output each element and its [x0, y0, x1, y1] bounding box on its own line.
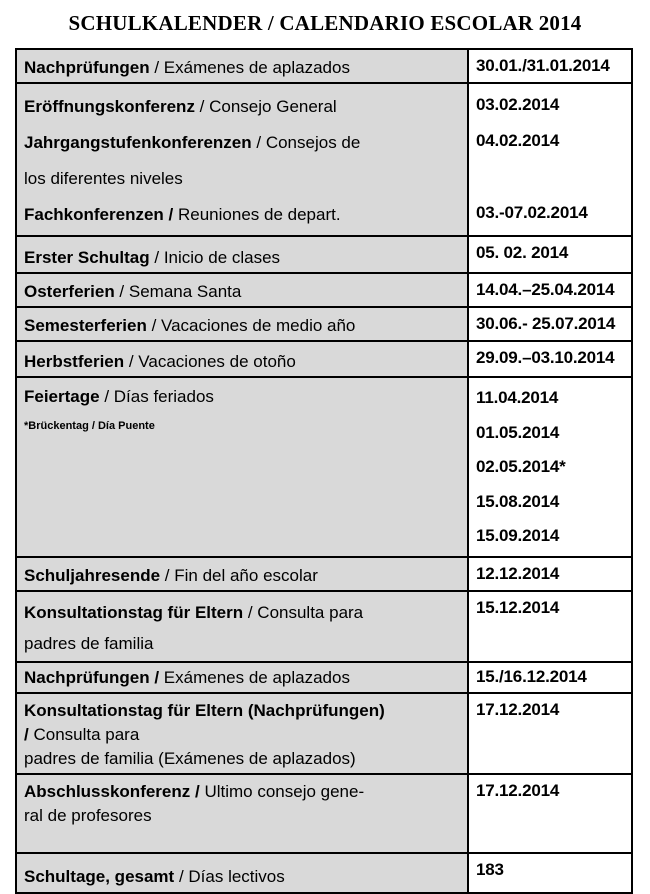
event-name: Feiertage / Días feriados — [24, 387, 214, 406]
date-cell — [469, 274, 631, 306]
event-name: Abschlusskonferenz / Ultimo consejo gene- — [24, 781, 365, 801]
date-cell — [469, 84, 631, 235]
event-name: Schultage, gesamt / Días lectivos — [24, 866, 285, 886]
date-value: 05. 02. 2014 — [476, 243, 569, 262]
event-name: Nachprüfungen / Exámenes de aplazados — [24, 58, 350, 77]
table-row-herbstferien — [17, 340, 631, 376]
date-cell — [469, 378, 631, 556]
event-cell — [17, 342, 469, 376]
event-name: Jahrgangstufenkonferenzen / Consejos de — [24, 133, 361, 152]
date-cell — [469, 775, 631, 852]
date-value: 30.01./31.01.2014 — [476, 56, 610, 75]
date-value: 11.04.2014 — [476, 388, 559, 407]
event-cell — [17, 775, 469, 852]
event-cell — [17, 84, 469, 235]
event-cell — [17, 854, 469, 892]
date-value: 15./16.12.2014 — [476, 666, 587, 686]
total-school-days-value: 183 — [476, 859, 504, 879]
event-name: padres de familia (Exámenes de aplazados) — [24, 748, 356, 768]
date-value: 15.08.2014 — [476, 491, 560, 511]
date-value: 03.-07.02.2014 — [476, 203, 588, 222]
table-row-konferenzen — [17, 82, 631, 235]
date-value: 17.12.2014 — [476, 780, 560, 800]
date-value: 12.12.2014 — [476, 563, 560, 583]
event-cell — [17, 663, 469, 692]
date-value: 03.02.2014 — [476, 95, 560, 114]
event-cell — [17, 308, 469, 340]
page-title: SCHULKALENDER / CALENDARIO ESCOLAR 2014 — [68, 11, 582, 35]
event-name: Fachkonferenzen / Reuniones de depart. — [24, 205, 341, 224]
calendar-table — [15, 48, 633, 894]
table-row-abschlusskonferenz — [17, 773, 631, 852]
date-value: 02.05.2014* — [476, 457, 566, 476]
date-cell — [469, 854, 631, 892]
table-row-feiertage — [17, 376, 631, 556]
event-name: Nachprüfungen / Exámenes de aplazados — [24, 667, 350, 687]
date-cell — [469, 663, 631, 692]
date-cell — [469, 592, 631, 661]
date-value: 15.12.2014 — [476, 597, 560, 617]
event-cell — [17, 50, 469, 82]
date-cell — [469, 50, 631, 82]
date-value: 04.02.2014 — [476, 131, 560, 150]
table-row-erster-schultag — [17, 235, 631, 272]
event-cell — [17, 592, 469, 661]
table-row-schultage-gesamt — [17, 852, 631, 892]
date-value: 01.05.2014 — [476, 422, 560, 442]
event-name: padres de familia — [24, 633, 154, 653]
date-value — [476, 159, 629, 195]
event-name: Konsultationstag für Eltern / Consulta para — [24, 602, 364, 622]
date-value: 17.12.2014 — [476, 699, 560, 719]
table-row-nachpruefungen-jan — [17, 50, 631, 82]
event-name: Osterferien / Semana Santa — [24, 282, 242, 301]
date-value: 30.06.- 25.07.2014 — [476, 314, 616, 333]
date-cell — [469, 342, 631, 376]
event-cell — [17, 274, 469, 306]
table-row-semesterferien — [17, 306, 631, 340]
event-name: Konsultationstag für Eltern (Nachprüfungen) — [24, 700, 385, 720]
date-value: 14.04.–25.04.2014 — [476, 280, 615, 299]
event-name: / Consulta para — [24, 724, 140, 744]
date-cell — [469, 308, 631, 340]
event-name: Semesterferien / Vacaciones de medio año — [24, 316, 356, 335]
event-name: Eröffnungskonferenz / Consejo General — [24, 97, 337, 116]
table-row-konsultationstag-eltern — [17, 590, 631, 661]
event-cell — [17, 378, 469, 556]
footnote: *Brückentag / Día Puente — [24, 420, 155, 432]
table-row-konsultationstag-nachpruefungen — [17, 692, 631, 773]
event-name: Herbstferien / Vacaciones de otoño — [24, 352, 296, 371]
date-value: 15.09.2014 — [476, 526, 560, 545]
event-cell — [17, 558, 469, 590]
event-name: ral de profesores — [24, 805, 152, 825]
event-cell — [17, 694, 469, 773]
table-row-schuljahresende — [17, 556, 631, 590]
date-cell — [469, 237, 631, 272]
table-row-osterferien — [17, 272, 631, 306]
event-name: Erster Schultag / Inicio de clases — [24, 248, 281, 267]
date-value: 29.09.–03.10.2014 — [476, 348, 615, 367]
event-cell — [17, 237, 469, 272]
event-name: Schuljahresende / Fin del año escolar — [24, 565, 318, 585]
date-cell — [469, 694, 631, 773]
table-row-nachpruefungen-dez — [17, 661, 631, 692]
event-name: los diferentes niveles — [24, 169, 183, 188]
date-cell — [469, 558, 631, 590]
